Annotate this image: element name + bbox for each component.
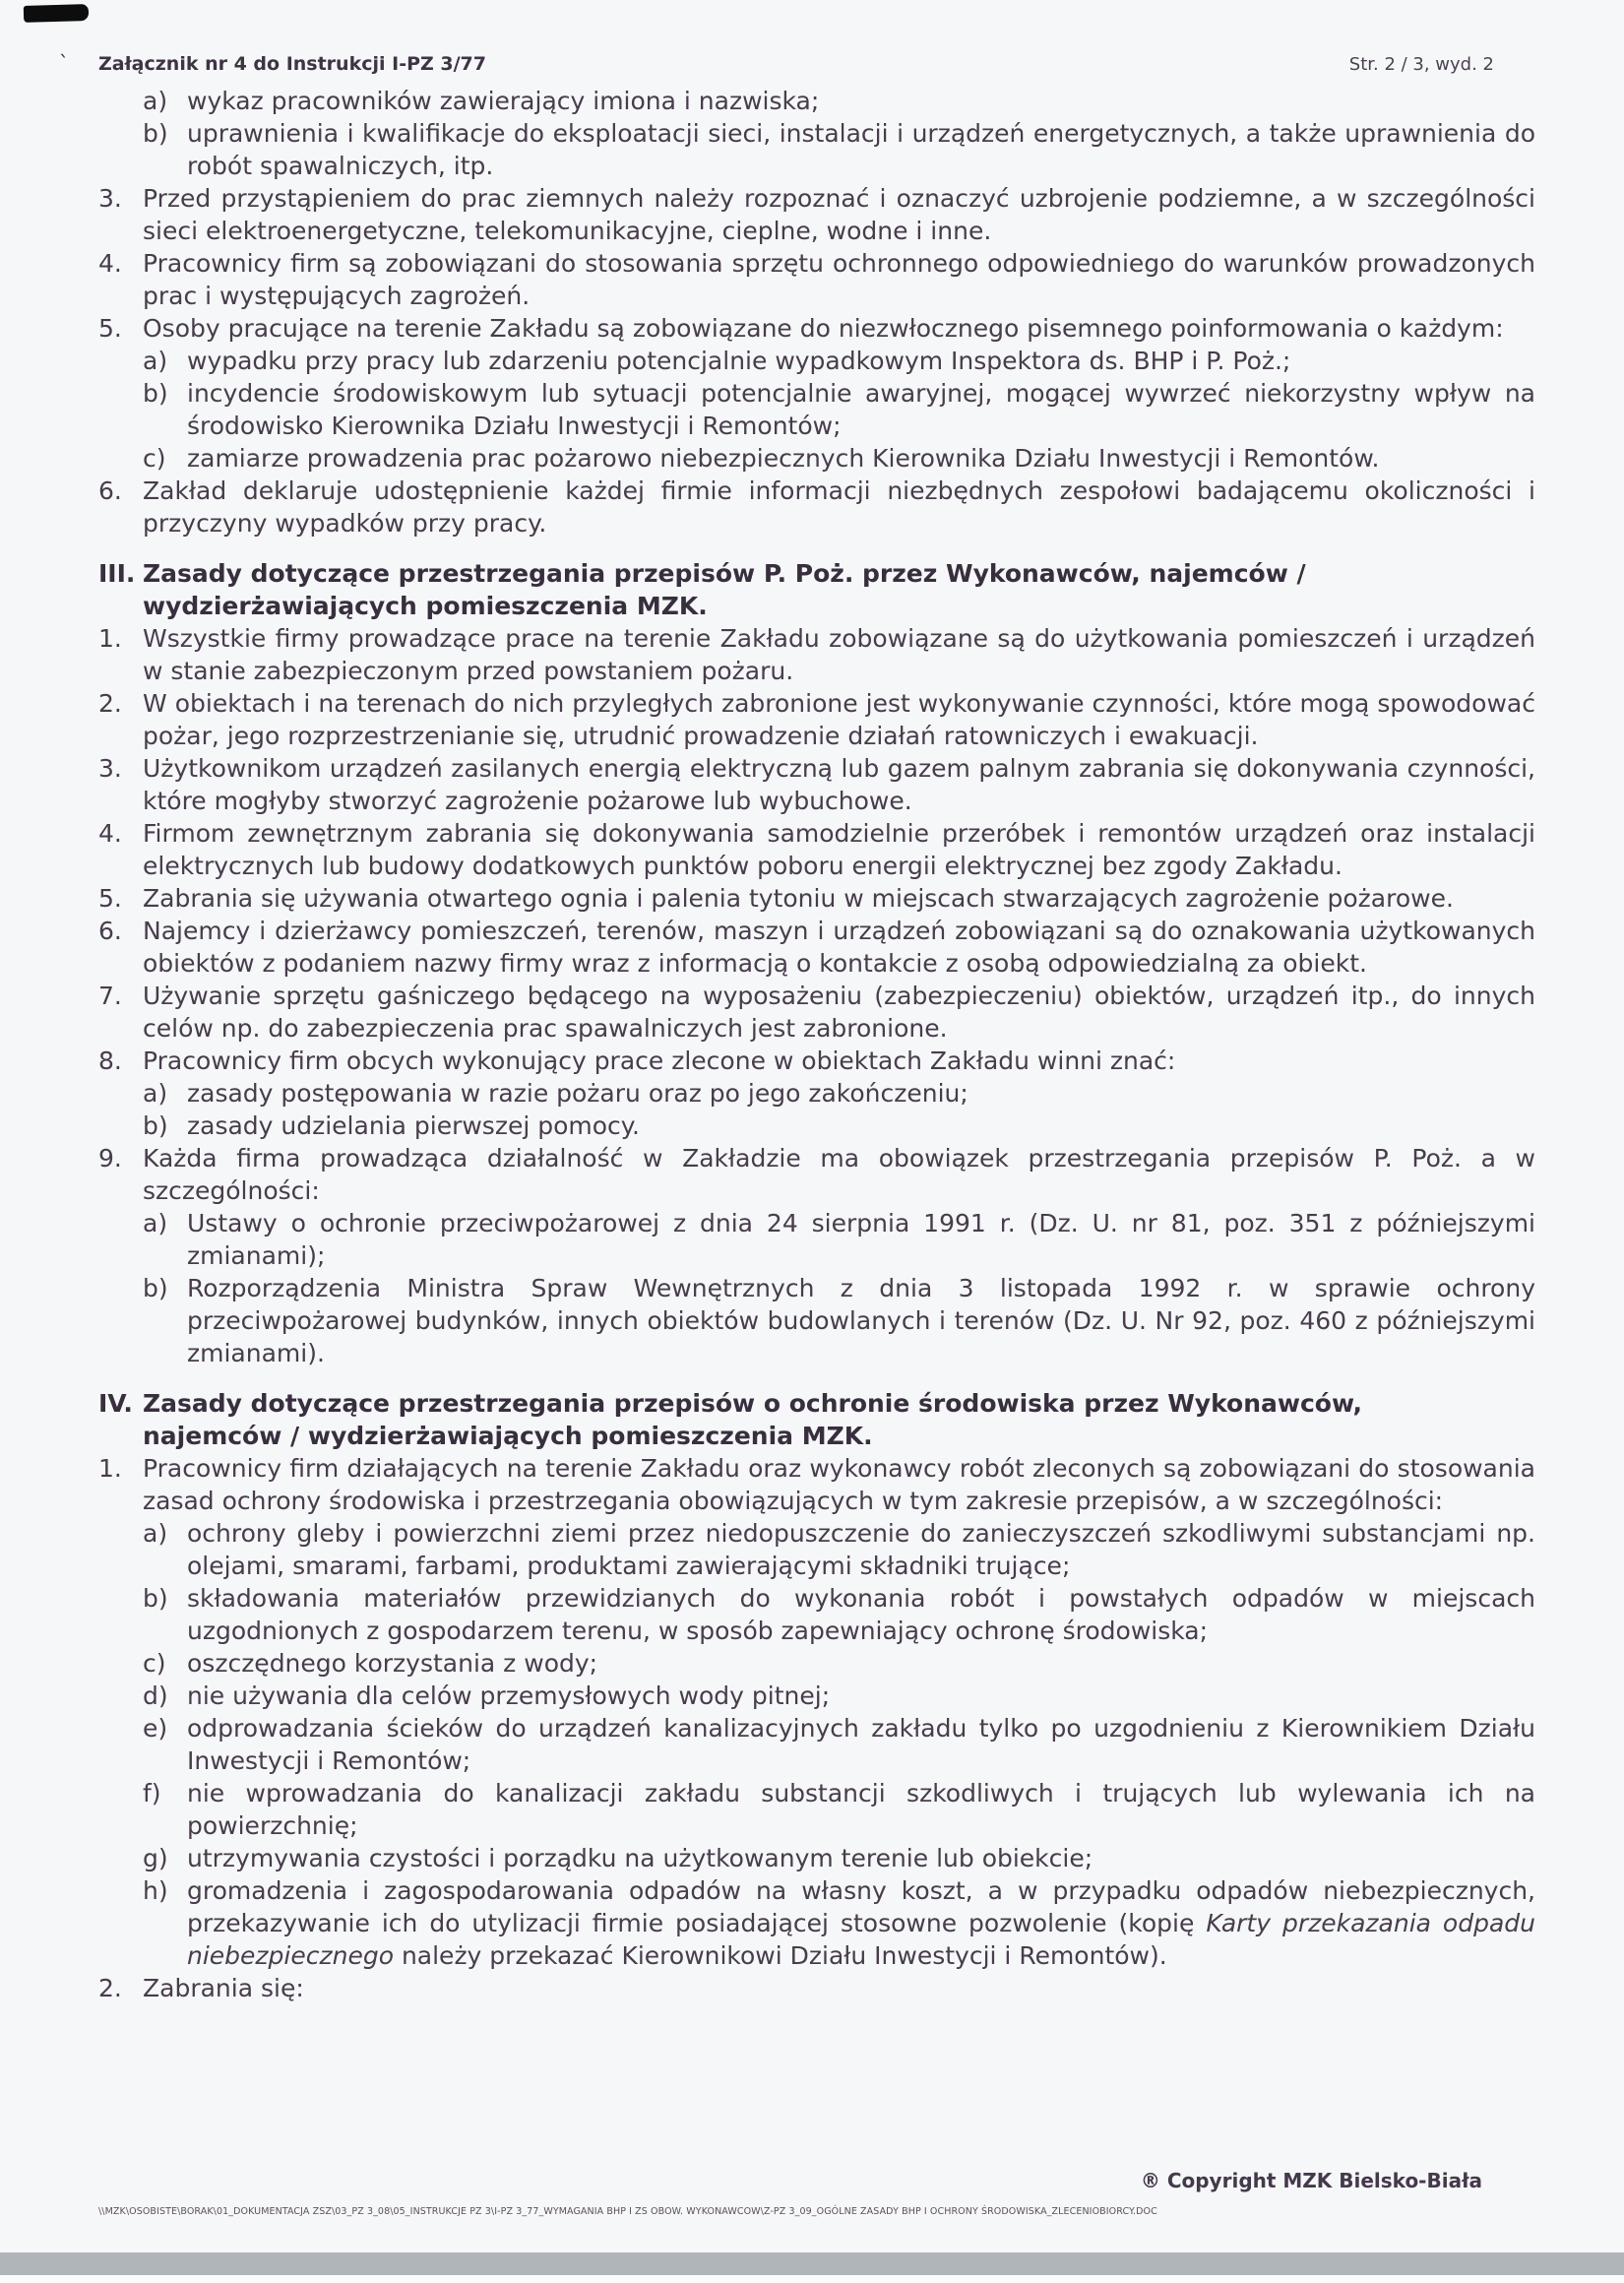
- item-marker: a): [143, 1519, 168, 1548]
- list-item: [143, 1582, 1535, 1647]
- item-marker: h): [143, 1876, 168, 1905]
- section-title: Zasady dotyczące przestrzegania przepisów o ochronie środowiska przez Wykonawców, najemców / wydzierżawiających pomieszczenia MZK.: [143, 1389, 1362, 1450]
- item-marker: 5.: [98, 314, 122, 343]
- section-number: III.: [98, 559, 136, 588]
- item-text: odprowadzania ścieków do urządzeń kanalizacyjnych zakładu tylko po uzgodnieniu z Kierownikiem Działu Inwestycji i Remontów;: [187, 1714, 1535, 1775]
- page-number: Str. 2 / 3, wyd. 2: [1348, 54, 1494, 75]
- document-body: [0, 75, 1624, 2004]
- list-item: [143, 1874, 1535, 1972]
- list-item: [98, 247, 1535, 312]
- scanner-edge-bottom: [0, 2275, 1624, 2283]
- list-item: [143, 377, 1535, 442]
- item-marker: 1.: [98, 1454, 122, 1483]
- list-item: [143, 345, 1535, 377]
- list-item: [98, 915, 1535, 980]
- item-marker: b): [143, 1274, 168, 1302]
- item-marker: a): [143, 347, 168, 375]
- item-marker: 5.: [98, 884, 122, 913]
- list-item: [98, 312, 1535, 345]
- item-marker: 3.: [98, 754, 122, 783]
- section-number: IV.: [98, 1389, 133, 1418]
- item-text: wykaz pracowników zawierający imiona i nazwiska;: [187, 87, 820, 115]
- item-text: Zabrania się używania otwartego ognia i palenia tytoniu w miejscach stwarzających zagrożenie pożarowe.: [143, 884, 1454, 913]
- list-item: [143, 85, 1535, 117]
- list-item: [98, 882, 1535, 915]
- list-item: [98, 980, 1535, 1045]
- item-text: ochrony gleby i powierzchni ziemi przez niedopuszczenie do zanieczyszczeń szkodliwymi substancjami np. olejami, smarami, farbami, produktami zawierającymi składniki trujące;: [187, 1519, 1535, 1580]
- item-text: Pracownicy firm obcych wykonujący prace zlecone w obiektach Zakładu winni znać:: [143, 1046, 1176, 1075]
- item-text: W obiektach i na terenach do nich przyległych zabronione jest wykonywanie czynności, które mogą spowodować pożar, jego rozprzestrzenianie się, utrudnić prowadzenie działań ratowniczych i ewakuacji.: [143, 689, 1535, 750]
- list-item: [143, 1712, 1535, 1777]
- item-text: uprawnienia i kwalifikacje do eksploatacji sieci, instalacji i urządzeń energetycznych, a także uprawnienia do robót spawalniczych, itp.: [187, 119, 1535, 180]
- list-item: [98, 182, 1535, 247]
- list-item: [98, 687, 1535, 752]
- list-item: [143, 1777, 1535, 1842]
- list-item: [98, 475, 1535, 539]
- scan-artifact-tick: `: [59, 51, 69, 75]
- item-text: oszczędnego korzystania z wody;: [187, 1649, 598, 1678]
- file-path-footnote: \\MZK\OSOBISTE\BORAK\01_DOKUMENTACJA ZSZ\03_PZ 3_08\05_INSTRUKCJE PZ 3\I-PZ 3_77_WYMAGANIA BHP I ZS OBOW. WYKONAWCOW\Z-PZ 3_09_OGÓLNE ZASADY BHP I OCHRONY ŚRODOWISKA_ZLECENIOBIORCY.DOC: [98, 2206, 1157, 2217]
- section-heading: [98, 1387, 1535, 1452]
- list-item: [98, 1045, 1535, 1077]
- item-text: Przed przystąpieniem do prac ziemnych należy rozpoznać i oznaczyć uzbrojenie podziemne, a w szczególności sieci elektroenergetyczne, telekomunikacyjne, cieplne, wodne i inne.: [143, 184, 1535, 245]
- scanner-edge-band: [0, 2252, 1624, 2275]
- list-item: [143, 1110, 1535, 1142]
- item-text: wypadku przy pracy lub zdarzeniu potencjalnie wypadkowym Inspektora ds. BHP i P. Poż.;: [187, 347, 1291, 375]
- item-marker: c): [143, 444, 166, 473]
- list-item: [143, 1680, 1535, 1712]
- item-marker: f): [143, 1779, 161, 1807]
- item-text: Pracownicy firm działających na terenie Zakładu oraz wykonawcy robót zleconych są zobowiązani do stosowania zasad ochrony środowiska i przestrzegania obowiązujących w tym zakresie przepisów, a w szczególności:: [143, 1454, 1535, 1515]
- item-marker: 8.: [98, 1046, 122, 1075]
- item-text: Osoby pracujące na terenie Zakładu są zobowiązane do niezwłocznego pisemnego poinformowania o każdym:: [143, 314, 1504, 343]
- item-text: Używanie sprzętu gaśniczego będącego na wyposażeniu (zabezpieczeniu) obiektów, urządzeń itp., do innych celów np. do zabezpieczenia prac spawalniczych jest zabronione.: [143, 982, 1535, 1043]
- item-marker: 2.: [98, 689, 122, 718]
- list-item: [143, 1647, 1535, 1680]
- list-item: [98, 1142, 1535, 1207]
- item-marker: 3.: [98, 184, 122, 213]
- item-marker: b): [143, 119, 168, 148]
- item-marker: d): [143, 1681, 168, 1710]
- section-title: Zasady dotyczące przestrzegania przepisów P. Poż. przez Wykonawców, najemców / wydzierżawiających pomieszczenia MZK.: [143, 559, 1306, 620]
- item-marker: 6.: [98, 917, 122, 945]
- copyright-notice: ® Copyright MZK Bielsko-Biała: [1140, 2169, 1482, 2192]
- scan-artifact-mark: [24, 4, 89, 23]
- list-item: [98, 622, 1535, 687]
- attachment-title: Załącznik nr 4 do Instrukcji I-PZ 3/77: [98, 53, 486, 75]
- item-text: nie wprowadzania do kanalizacji zakładu substancji szkodliwych i trujących lub wylewania ich na powierzchnię;: [187, 1779, 1535, 1840]
- list-item: [98, 1972, 1535, 2004]
- item-marker: a): [143, 87, 168, 115]
- item-text: Firmom zewnętrznym zabrania się dokonywania samodzielnie przeróbek i remontów urządzeń oraz instalacji elektrycznych lub budowy dodatkowych punktów poboru energii elektrycznej bez zgody Zakładu.: [143, 819, 1535, 880]
- item-marker: 2.: [98, 1974, 122, 2002]
- item-marker: b): [143, 379, 168, 408]
- item-text: incydencie środowiskowym lub sytuacji potencjalnie awaryjnej, mogącej wywrzeć niekorzystny wpływ na środowisko Kierownika Działu Inwestycji i Remontów;: [187, 379, 1535, 440]
- item-text: Zakład deklaruje udostępnienie każdej firmie informacji niezbędnych zespołowi badającemu okoliczności i przyczyny wypadków przy pracy.: [143, 476, 1535, 538]
- item-marker: 1.: [98, 624, 122, 653]
- item-text: Wszystkie firmy prowadzące prace na terenie Zakładu zobowiązane są do użytkowania pomieszczeń i urządzeń w stanie zabezpieczonym przed powstaniem pożaru.: [143, 624, 1535, 685]
- item-text: zamiarze prowadzenia prac pożarowo niebezpiecznych Kierownika Działu Inwestycji i Remontów.: [187, 444, 1380, 473]
- item-marker: 9.: [98, 1144, 122, 1173]
- item-marker: b): [143, 1584, 168, 1613]
- list-item: [143, 1842, 1535, 1874]
- list-item: [143, 1077, 1535, 1110]
- page-header: [0, 0, 1624, 75]
- list-item: [98, 752, 1535, 817]
- item-marker: 7.: [98, 982, 122, 1010]
- item-text: zasady postępowania w razie pożaru oraz po jego zakończeniu;: [187, 1079, 968, 1108]
- item-text: nie używania dla celów przemysłowych wody pitnej;: [187, 1681, 831, 1710]
- list-item: [143, 1272, 1535, 1369]
- item-text: Ustawy o ochronie przeciwpożarowej z dnia 24 sierpnia 1991 r. (Dz. U. nr 81, poz. 351 z późniejszymi zmianami);: [187, 1209, 1535, 1270]
- item-text: Każda firma prowadząca działalność w Zakładzie ma obowiązek przestrzegania przepisów P. Poż. a w szczególności:: [143, 1144, 1535, 1205]
- item-text: gromadzenia i zagospodarowania odpadów na własny koszt, a w przypadku odpadów niebezpiecznych, przekazywanie ich do utylizacji firmie posiadającej stosowne pozwolenie (kopię Karty przekazania odpadu niebezpiecznego należy przekazać Kierownikowi Działu Inwestycji i Remontów).: [187, 1876, 1535, 1970]
- item-marker: b): [143, 1111, 168, 1140]
- item-text: składowania materiałów przewidzianych do wykonania robót i powstałych odpadów w miejscach uzgodnionych z gospodarzem terenu, w sposób zapewniający ochronę środowiska;: [187, 1584, 1535, 1645]
- item-marker: e): [143, 1714, 168, 1743]
- section-heading: [98, 557, 1535, 622]
- list-item: [143, 442, 1535, 475]
- item-marker: c): [143, 1649, 166, 1678]
- list-item: [98, 817, 1535, 882]
- item-marker: a): [143, 1209, 168, 1237]
- item-text: zasady udzielania pierwszej pomocy.: [187, 1111, 640, 1140]
- item-marker: g): [143, 1844, 168, 1872]
- item-text: Użytkownikom urządzeń zasilanych energią elektryczną lub gazem palnym zabrania się dokonywania czynności, które mogłyby stworzyć zagrożenie pożarowe lub wybuchowe.: [143, 754, 1535, 815]
- item-marker: 6.: [98, 476, 122, 505]
- item-marker: 4.: [98, 819, 122, 848]
- list-item: [143, 1207, 1535, 1272]
- item-marker: a): [143, 1079, 168, 1108]
- item-marker: 4.: [98, 249, 122, 278]
- list-item: [143, 1517, 1535, 1582]
- item-text: Pracownicy firm są zobowiązani do stosowania sprzętu ochronnego odpowiedniego do warunków prowadzonych prac i występujących zagrożeń.: [143, 249, 1535, 310]
- item-text: utrzymywania czystości i porządku na użytkowanym terenie lub obiekcie;: [187, 1844, 1093, 1872]
- item-text: Zabrania się:: [143, 1974, 304, 2002]
- item-text: Rozporządzenia Ministra Spraw Wewnętrznych z dnia 3 listopada 1992 r. w sprawie ochrony przeciwpożarowej budynków, innych obiektów budowlanych i terenów (Dz. U. Nr 92, poz. 460 z późniejszymi zmianami).: [187, 1274, 1535, 1367]
- list-item: [143, 117, 1535, 182]
- item-text: Najemcy i dzierżawcy pomieszczeń, terenów, maszyn i urządzeń zobowiązani są do oznakowania użytkowanych obiektów z podaniem nazwy firmy wraz z informacją o kontakcie z osobą odpowiedzialną za obiekt.: [143, 917, 1535, 978]
- list-item: [98, 1452, 1535, 1517]
